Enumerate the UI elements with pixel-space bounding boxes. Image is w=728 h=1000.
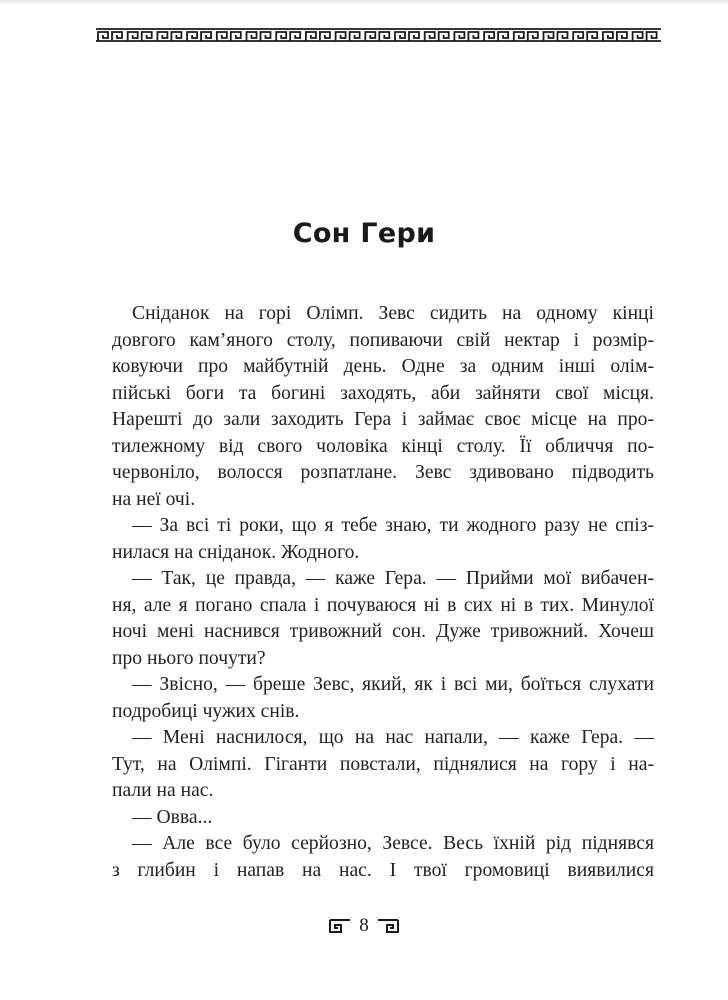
page-top-shadow [0, 0, 728, 6]
text-line: Нарешті до зали заходить Гера і займає своє місце на про- [112, 409, 654, 430]
text-line: пали на нас. [112, 780, 214, 801]
right-meander-icon [377, 919, 399, 933]
text-line: на неї очі. [112, 488, 196, 510]
text-line: пійські боги та богині заходять, аби зайняти свої місця. [112, 382, 654, 404]
page-number: 8 [359, 915, 369, 936]
chapter-title: Сон Гери [292, 218, 436, 250]
text-line: — Так, це правда, — каже Гера. — Прийми мої вибачен- [132, 568, 654, 589]
text-line: тилежному від свого чоловіка кінці столу. Її обличчя по- [112, 435, 654, 457]
left-meander-icon [329, 919, 351, 933]
page-footer [0, 912, 728, 940]
text-line: — Звісно, — бреше Зевс, який, як і всі ми, боїться слухати [132, 674, 654, 695]
text-line: ковуючи про майбутній день. Одне за одним інші олім- [112, 356, 654, 377]
text-line: подробиці чужих снів. [112, 700, 300, 722]
text-line: ночі мені наснився тривожний сон. Дуже тривожний. Хочеш [112, 621, 654, 642]
text-line: нилася на сніданок. Жодного. [112, 541, 360, 563]
text-line: Сніданок на горі Олімп. Зевс сидить на одному кінці [132, 303, 654, 324]
text-line: з глибин і напав на нас. І твої громовиці виявилися [112, 859, 654, 881]
text-line: — Але все було серйозно, Зевсе. Весь їхній рід піднявся [132, 833, 654, 854]
chapter-text [112, 301, 654, 884]
text-line: про нього почути? [112, 647, 266, 669]
text-line: червоніло, волосся розпатлане. Зевс здивовано підводить [112, 462, 654, 483]
text-line: — Овва... [132, 806, 213, 828]
text-line: — Мені наснилося, що на нас напали, — каже Гера. — [132, 727, 654, 748]
text-line: довгого кам’яного столу, попиваючи свій нектар і розмір- [112, 329, 654, 351]
text-line: Тут, на Олімпі. Гіганти повстали, піднялися на гору і на- [112, 753, 654, 775]
greek-key-border-ornament [96, 28, 661, 42]
text-line: — За всі ті роки, що я тебе знаю, ти жодного разу не спіз- [132, 515, 654, 536]
text-line: ня, але я погано спала і почуваюся ні в сих ні в тих. Минулої [112, 594, 654, 616]
